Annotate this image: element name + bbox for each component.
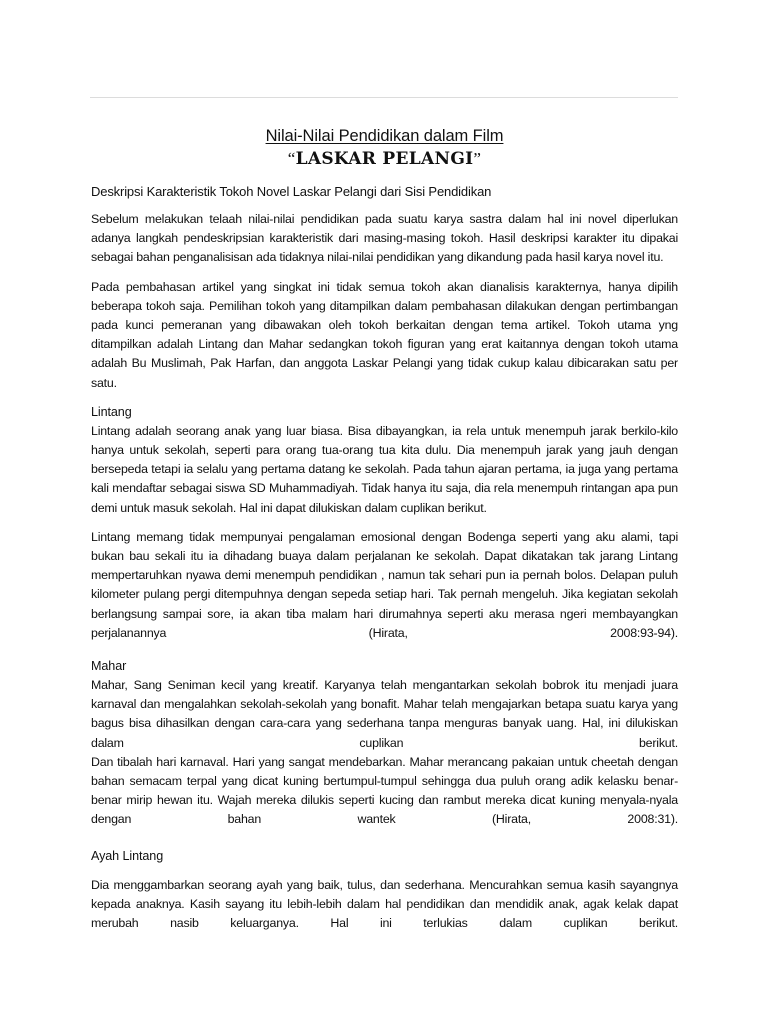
open-quote: “ (287, 149, 296, 168)
document-subtitle (91, 148, 678, 170)
character-description-ayah-lintang: Dia menggambarkan seorang ayah yang baik, tulus, dan sederhana. Mencurahkan semua kasih sayangnya kepada anaknya. Kasih sayang itu lebih-lebih dalam hal pendidikan dan mendidik anak, agak kelak dapat merubah nasib keluarganya. Hal ini terlukias dalam cuplikan berikut. (91, 877, 678, 931)
character-quote-lintang: Lintang memang tidak mempunyai pengalaman emosional dengan Bodenga seperti yang aku alami, tapi bukan bau sekali itu ia dihadang buaya dalam perjalanan ke sekolah. Dapat dikatakan tak jarang Lintang mempertaruhkan nyawa demi menempuh pendidikan , namun tak sehari pun ia pernah bolos. Delapan puluh kilometer pulang pergi ditempuhnya dengan sepeda setiap hari. Tak pernah mengeluh. Jika kegiatan sekolah berlangsung sampai sore, ia akan tiba malam hari dirumahnya seperti aku merasa ngeri membayangkan perjalanannya (Hirata, 2008:93-94). (91, 529, 678, 640)
character-heading-lintang: Lintang (91, 404, 132, 419)
character-heading-ayah-lintang: Ayah Lintang (91, 848, 164, 863)
intro-paragraph-2: Pada pembahasan artikel yang singkat ini tidak semua tokoh akan dianalisis karakternya, hanya dipilih beberapa tokoh saja. Pemilihan tokoh yang ditampilkan dalam pembahasan dilakukan dengan pertimbangan pada kunci pemeranan yang dibawakan oleh tokoh berkaitan dengan tema artikel. Tokoh utama yng ditampilkan adalah Lintang dan Mahar sedangkan tokoh figuran yang erat kaitannya dengan tokoh utama adalah Bu Muslimah, Pak Harfan, dan anggota Laskar Pelangi yang tidak cukup kalau dibicarakan satu per satu. (91, 279, 678, 390)
character-heading-mahar: Mahar (91, 659, 127, 674)
intro-paragraph-1: Sebelum melakukan telaah nilai-nilai pendidikan pada suatu karya sastra dalam hal ini novel diperlukan adanya langkah pendeskripsian karakteristik dari masing-masing tokoh. Hasil deskripsi karakter itu dipakai sebagai bahan penganalisisan ada tidaknya nilai-nilai pendidikan yang dikandung pada hasil karya novel itu. (91, 212, 678, 265)
subtitle-text: LASKAR PELANGI (295, 149, 474, 169)
character-description-mahar: Mahar, Sang Seniman kecil yang kreatif. Karyanya telah mengantarkan sekolah bobrok itu menjadi juara karnaval dan mengalahkan sekolah-sekolah yang bonafit. Mahar telah mengajarkan betapa suatu karya yang bagus bisa dihasilkan dengan cara-cara yang sederhana tanpa menguras banyak uang. Hal, ini dilukiskan dalam cuplikan berikut. (91, 678, 678, 750)
section-heading: Deskripsi Karakteristik Tokoh Novel Laskar Pelangi dari Sisi Pendidikan (91, 184, 492, 199)
close-quote: ” (473, 149, 482, 168)
document-title: Nilai-Nilai Pendidikan dalam Film (265, 127, 504, 145)
top-divider (90, 97, 678, 98)
character-description-lintang: Lintang adalah seorang anak yang luar biasa. Bisa dibayangkan, ia rela untuk menempuh jarak berkilo-kilo hanya untuk sekolah, seperti para orang tua-orang tua kita dulu. Dia menempuh jarak yang jauh dengan bersepeda tetapi ia selalu yang pertama datang ke sekolah. Pada tahun ajaran pertama, ia juga yang pertama kali mendaftar sebagai siswa SD Muhammadiyah. Tidak hanya itu saja, dia rela menempuh rintangan apa pun demi untuk masuk sekolah. Hal ini dapat dilukiskan dalam cuplikan berikut. (91, 423, 678, 515)
character-quote-mahar: Dan tibalah hari karnaval. Hari yang sangat mendebarkan. Mahar merancang pakaian untuk cheetah dengan bahan semacam terpal yang dicat kuning bertumpul-tumpul sehingga dua puluh orang adik kelasku benar-benar mirip hewan itu. Wajah mereka dilukis seperti kucing dan rambut mereka dicat kuning menyala-nyala dengan bahan wantek (Hirata, 2008:31). (91, 754, 678, 827)
document-page (91, 126, 678, 933)
